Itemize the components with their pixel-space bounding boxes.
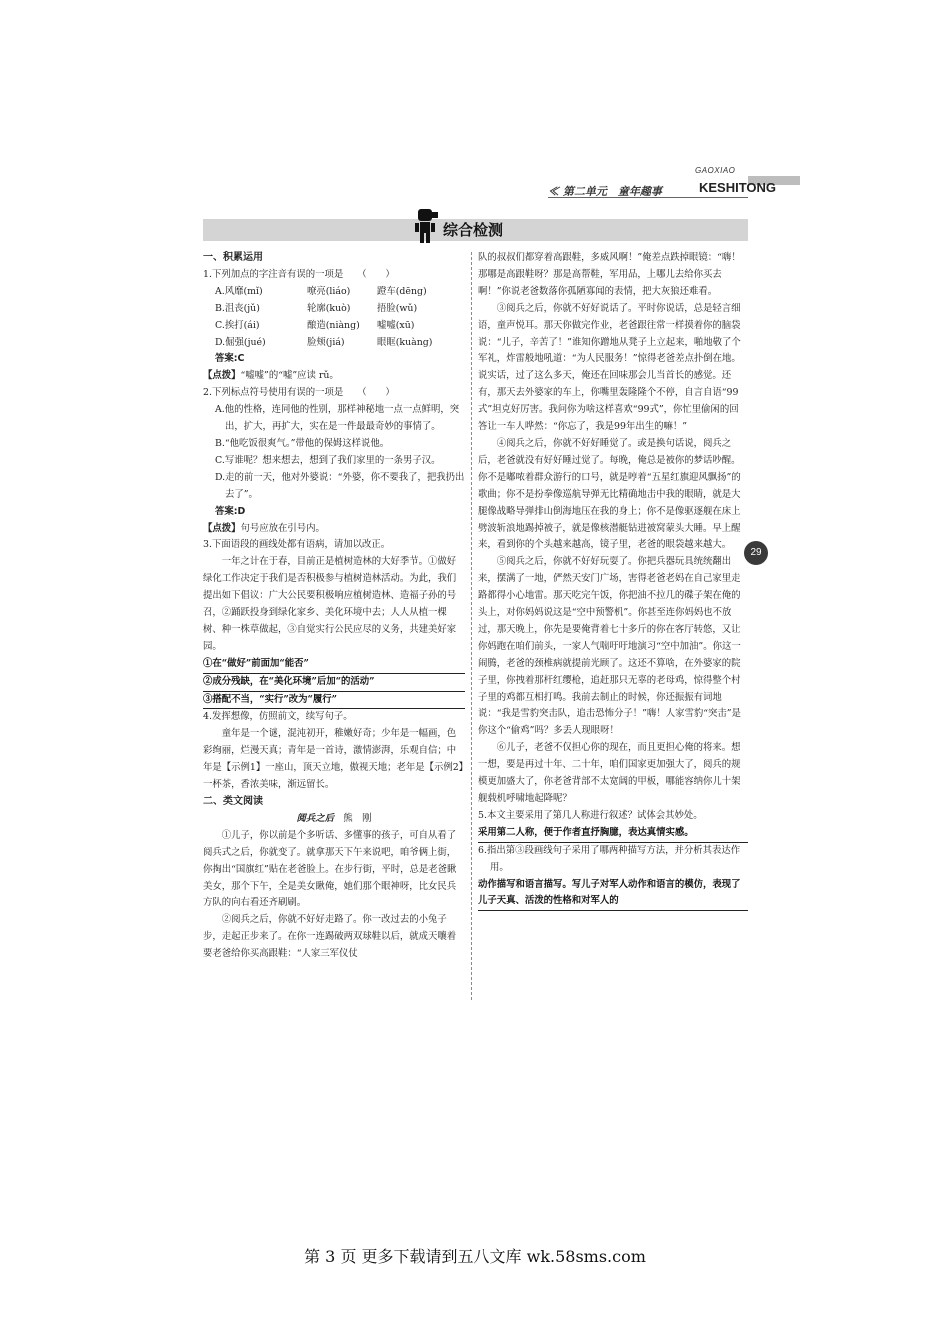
header-brand: KESHITONG: [699, 180, 777, 195]
question-1: 1.下列加点的字注音有误的一项是 （ ）: [203, 268, 395, 280]
tip-label: 【点拨】: [203, 522, 241, 534]
question-1-options: [203, 284, 465, 352]
tip-2: [203, 521, 465, 538]
question-6: 6.指出第③段画线句子采用了哪两种描写方法，并分析其表达作用。: [478, 844, 741, 873]
option-row: [203, 335, 465, 352]
option-a-2: 嘹亮(liáo): [307, 285, 351, 297]
option-row: [203, 318, 465, 335]
page-number-badge: 29: [744, 541, 768, 565]
reading-paragraph: ④阅兵之后，你就不好好睡觉了。或是换句话说，阅兵之后，老爸就没有好好睡过觉了。每晚，俺总是被你的梦话吵醒。你不是嘟哝着群众游行的口号，就是哼着“五星红旗迎风飘扬”的歌曲；你不是扮拳像巡航导弹无比精确地击中我的眼睛，就是大腿像战略导弹排山倒海地压在我的身上；你不是像驱逐舰在床上劈波斩浪地踢掉被子，就是像核潜艇钻进被窝蒙头大睡。早上醒来，看到你的个头越来越高，镜子里，老爸的眼袋越来越大。: [478, 437, 741, 551]
figure-icon: [413, 209, 439, 243]
header-small-brand: GAOXIAO: [695, 166, 736, 175]
option-a-3: 蹬车(dēng): [377, 285, 427, 297]
reading-paragraph: ②阅兵之后，你就不好好走路了。你一改过去的小兔子步，走起正步来了。在你一连踢破两双球鞋以后，就成天嚷着要老爸给你买高跟鞋：“人家三军仪仗: [203, 914, 457, 960]
reading-paragraph: ⑤阅兵之后，你就不好好玩耍了。你把兵器玩具统统翻出来，摆满了一地，俨然天安门广场，害得老爸老妈在自己家里走路都得小心地雷。那天吃完午饭，你把油不拉几的碟子架在俺的头上，对你妈妈说这是“空中预警机”。你甚至连你妈妈也不放过，那天晚上，你先是要俺背着七十多斤的你在客厅转悠，又让你妈跑在咱们前头，一家人气喘吁吁地演习“空中加油”。你这一闹腾，老爸的颈椎病就提前光顾了。这还不算啥，在外婆家的院子里，你拽着那杆红缨枪，追赶那只无辜的老母鸡，惊得整个村子里的鸡都互相打鸣。我前去制止的时候，你还振振有词地说：“我是雪豹突击队，追击恐怖分子！”嗨！人家雪豹“突击”是你这个“偷鸡”吗？多丢人现眼呀！: [478, 556, 741, 737]
option-row: [203, 284, 465, 301]
right-column: [478, 250, 748, 911]
option-c-2: 酿造(niàng): [307, 319, 360, 331]
question-3-passage: 一年之计在于春，目前正是植树造林的大好季节。①做好绿化工作决定于我们是否积极参与植树造林活动。为此，我们提出如下倡议：广大公民要积极响应植树造林、造福子孙的号召，②踊跃投身到绿化家乡、美化环境中去；人人从植一棵树、种一株草做起，③自觉实行公民应尽的义务，共建美好家园。: [203, 556, 457, 652]
option-b-3: 捂脸(wǔ): [377, 302, 418, 314]
reading-paragraph: ⑥儿子，老爸不仅担心你的现在，而且更担心俺的将来。想一想，要是再过十年、二十年，咱们国家更加强大了，阅兵的规模更加盛大了，你老爸背部不太宽阔的甲板，哪能容纳你儿十架舰载机呼啸地起降呢？: [478, 742, 741, 804]
option-d-1: D.倔强(jué): [215, 336, 266, 348]
reading-author: 熊 刚: [343, 812, 372, 824]
reading-paragraph: ③阅兵之后，你就不好好说话了。平时你说话，总是轻言细语，童声悦耳。那天你做完作业，老爸跟往常一样摸着你的脑袋说：“儿子，辛苦了！”谁知你蹭地从凳子上立起来，啪地敬了个军礼，炸雷般地吼道：“为人民服务！”惊得老爸差点扑倒在地。说实话，过了这么多天，俺还在回味那会儿当首长的感觉。还有，那天去外婆家的车上，你嘴里轰隆隆个不停，自言自语“99式”坦克好厉害。我问你为啥这样喜欢“99式”，你忙里偷闲的回答让一车人哗然：“你忘了，我是99年出生的嘛！”: [478, 302, 741, 433]
column-divider: [471, 252, 472, 1000]
banner-title: 综合检测: [443, 221, 504, 239]
tip-text: 句号应放在引号内。: [240, 522, 325, 534]
answer-5: 采用第二人称，便于作者直抒胸臆，表达真情实感。: [478, 825, 748, 843]
answer-3-3: ③搭配不当，“实行”改为“履行”: [203, 692, 465, 710]
option-b-2: 轮廓(kuò): [307, 302, 351, 314]
tip-label: 【点拨】: [203, 370, 241, 382]
tip-1: [203, 368, 465, 385]
question-4: 4.发挥想像，仿照前文，续写句子。: [203, 711, 353, 723]
reading-title-text: 阅兵之后: [296, 812, 334, 824]
reading-paragraph: ①儿子，你以前是个多听话、多懂事的孩子，可自从看了阅兵式之后，你就变了。就拿那天下午来说吧，咱爷俩上街，你掏出“国旗红”贴在老爸脸上。在步行街，平时，总是老爸瞅美女，那个下午，全是美女瞅俺，她们那个眼神呀，比女民兵方队的向右看还齐刷刷。: [203, 829, 457, 909]
option-c-1: C.挨打(ái): [215, 319, 260, 331]
reading-title: [203, 811, 465, 828]
option-a: A.他的性格，连同他的性别，那样神秘地一点一点鲜明，突出，扩大，再扩大，实在是一件最最奇妙的事情了。: [215, 404, 460, 433]
option-a-1: A.风靡(mǐ): [215, 285, 263, 297]
header-unit: ≪ 第二单元 童年趣事: [548, 185, 662, 198]
header-rule: [548, 197, 748, 198]
section-title: 一、积累运用: [203, 252, 263, 263]
option-d-2: 脸颊(jiá): [307, 336, 345, 348]
question-4-passage: 童年是一个谜，混沌初开，稚嫩好奇；少年是一幅画，色彩绚丽，烂漫天真；青年是一首诗，激情澎湃，乐观自信；中年是【示例1】一座山，顶天立地，傲视天地；老年是【示例2】一杯茶，香浓美味，渐远留长。: [203, 728, 464, 791]
footer-text[interactable]: 第 3 页 更多下载请到五八文库 wk.58sms.com: [304, 1247, 646, 1266]
question-3: 3.下面语段的画线处都有语病，请加以改正。: [203, 539, 391, 551]
question-2: 2.下列标点符号使用有误的一项是 （ ）: [203, 387, 395, 399]
reading-paragraph: 队的叔叔们都穿着高跟鞋，多威风啊！”俺差点跌掉眼镜：“嗨！那哪是高跟鞋呀？那是高帮鞋，军用品，上哪儿去给你买去啊！”你说老爸数落你孤陋寡闻的表情，把大灰狼还难看。: [478, 252, 741, 297]
option-row: [203, 301, 465, 318]
question-5: 5.本文主要采用了第几人称进行叙述？试体会其妙处。: [478, 809, 703, 821]
option-b-1: B.沮丧(jǔ): [215, 302, 260, 314]
answer-3-2: ②成分残缺，在“美化环境”后加“的活动”: [203, 674, 465, 692]
tip-text: “嘘嘘”的“嘘”应读 rǔ。: [240, 370, 339, 382]
option-b: B.“他吃饭很爽气。”带他的保姆这样说他。: [215, 437, 390, 449]
answer-6: 动作描写和语言描写。写儿子对军人动作和语言的模仿，表现了儿子天真、活泼的性格和对军人的: [478, 877, 748, 912]
option-c-3: 嘘嘘(xū): [377, 319, 415, 331]
option-d-3: 眼眶(kuàng): [377, 336, 433, 348]
section-title: 二、类文阅读: [203, 796, 263, 807]
answer-3-1: ①在“做好”前面加“能否”: [203, 656, 465, 674]
answer-2: 答案:D: [215, 505, 246, 517]
answer-1: 答案:C: [215, 353, 245, 365]
option-d: D.走的前一天，他对外婆说：“外婆，你不要我了，把我扔出去了”。: [215, 471, 465, 500]
left-column: [203, 250, 465, 963]
option-c: C.写谁呢？想来想去，想到了我们家里的一条男子汉。: [215, 454, 441, 466]
